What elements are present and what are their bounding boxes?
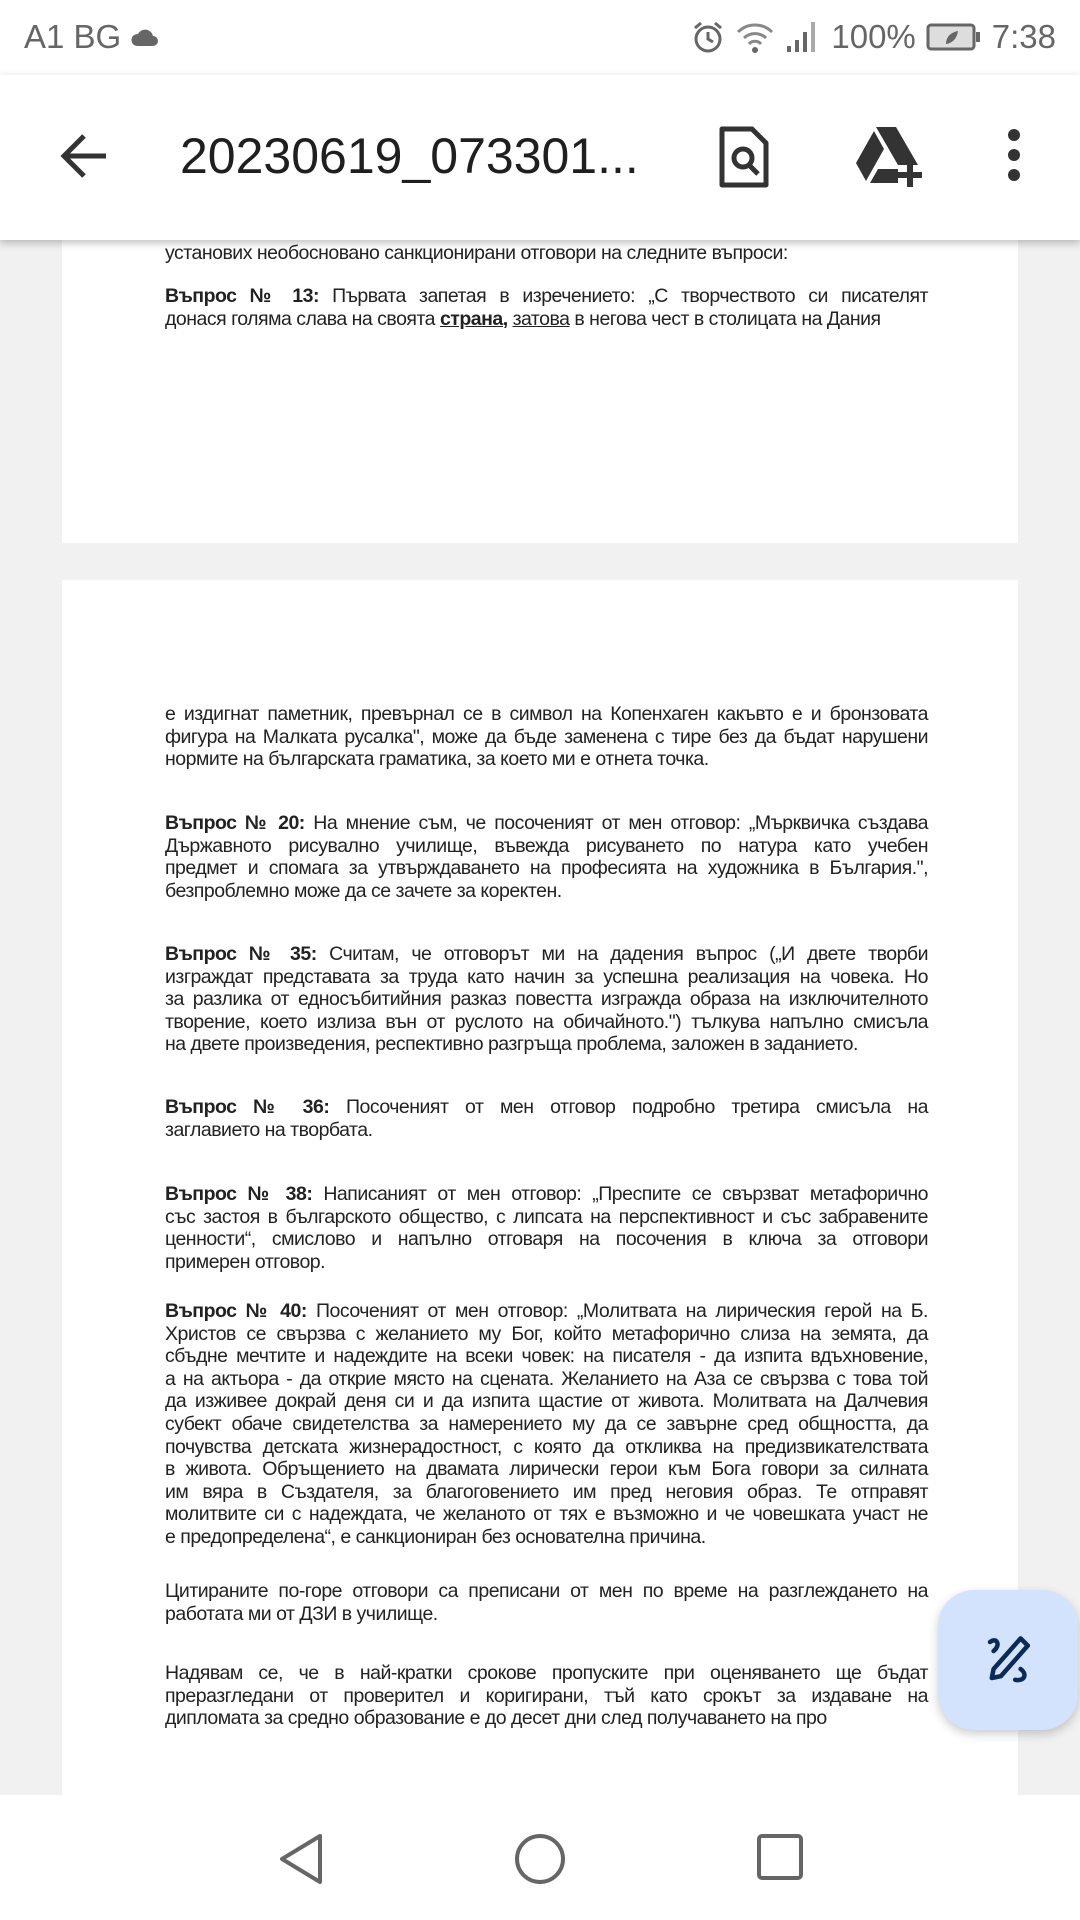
cloud-icon	[130, 28, 160, 48]
text-line	[165, 1436, 928, 1459]
text-content: за разлика от едносъбитийния разказ повестта изгражда образа на изключителното	[165, 988, 928, 1011]
text-line	[165, 1685, 928, 1708]
text-content: безпроблемно може да се зачете за коректен.	[165, 879, 562, 902]
text-content: предмет и спомага за утвърждаването на професията на художника в България.",	[165, 857, 928, 880]
question-paragraph	[165, 812, 928, 902]
text-line	[165, 1011, 928, 1034]
text-line	[165, 1183, 928, 1206]
home-circle-icon[interactable]	[514, 1833, 566, 1885]
text-content: заглавието на творбата.	[165, 1118, 373, 1141]
text-content: Написаният от мен отговор: „Преспите се свързват метафорично	[323, 1183, 928, 1205]
document-title: 20230619_073301...	[180, 128, 639, 184]
text-content: почувства детската жизнерадостност, с която да откликва на предизвикателствата	[165, 1435, 928, 1458]
text-content: фигура на Малката русалка", може да бъде заменена с тире без да бъдат нарушени	[165, 725, 928, 748]
text-line	[165, 1390, 928, 1413]
text-content: Христов се свързва с желанието му Бог, който метафорично слиза на земята, да	[165, 1322, 928, 1345]
more-vert-icon[interactable]	[1000, 127, 1028, 183]
text-line	[165, 812, 928, 835]
text-line	[165, 1458, 928, 1481]
recents-square-icon[interactable]	[756, 1833, 804, 1881]
text-paragraph	[165, 242, 928, 265]
status-bar	[0, 0, 1080, 75]
text-line	[165, 1323, 928, 1346]
text-line	[165, 988, 928, 1011]
text-content: субект обаче свидетелства за намерението му да се завърне сред общността, да	[165, 1412, 928, 1435]
text-content: със застоя в българското общество, с липсата на перспективност и със забравените	[165, 1205, 928, 1228]
text-segment: страна,	[439, 307, 508, 330]
text-line	[165, 835, 928, 858]
text-content: примерен отговор.	[165, 1250, 326, 1273]
text-content: на двете произведения, респективно разгръща проблема, заложен в заданието.	[165, 1033, 858, 1056]
wifi-icon	[735, 20, 775, 54]
text-line	[165, 726, 928, 749]
text-line	[165, 748, 928, 771]
app-bar	[0, 75, 1080, 240]
text-line	[165, 1526, 928, 1549]
text-content: Държавното рисувално училище, въвежда рисуването по натура като учебен	[165, 834, 928, 857]
text-content: е предопределена“, е санкциониран без основателна причина.	[165, 1525, 706, 1548]
text-line	[165, 1033, 928, 1056]
text-line	[165, 1300, 928, 1323]
text-line	[165, 1662, 928, 1685]
text-content: а на актьора - да открие място на сцената. Желанието на Аза се свързва с това той	[165, 1367, 928, 1390]
question-paragraph	[165, 1096, 928, 1141]
text-content: изграждат представата за труда като начин за успешна реализация на човека. Но	[165, 965, 928, 988]
battery-icon	[926, 22, 982, 52]
text-line	[165, 966, 928, 989]
question-label: Въпрос № 40:	[165, 1300, 316, 1322]
text-paragraph	[165, 703, 928, 771]
text-line	[165, 1119, 928, 1142]
text-segment: в негова чест в столицата на Дания	[569, 307, 881, 330]
text-content: установих необосновано санкционирани отговори на следните въпроси:	[165, 242, 788, 264]
text-line	[165, 242, 928, 265]
text-content: е издигнат паметник, превърнал се в символ на Копенхаген какъвто е и бронзовата	[165, 703, 928, 725]
text-content: Надявам се, че в най-кратки срокове пропуските при оценяването ще бъдат	[165, 1662, 928, 1684]
text-content: На мнение съм, че посоченият от мен отговор: „Мърквичка създава	[313, 812, 928, 834]
text-content: да изживее докрай деня си и да изпита щастие от живота. Молитвата на Далчевия	[165, 1390, 928, 1413]
question-label: Въпрос № 35:	[165, 943, 330, 965]
text-content: в живота. Обръщението на двамата лирически герои към Бога говори за силната	[165, 1458, 928, 1481]
text-content: Цитираните по-горе отговори са преписани от мен по време на разглеждането на	[165, 1580, 928, 1602]
text-content: нормите на българската граматика, за което ми е отнета точка.	[165, 748, 709, 771]
text-line	[165, 1228, 928, 1251]
text-line	[165, 857, 928, 880]
edit-fab-button[interactable]	[938, 1590, 1078, 1730]
question-label: Въпрос № 38:	[165, 1183, 324, 1205]
question-paragraph	[165, 943, 928, 1056]
drive-add-icon[interactable]	[854, 125, 924, 189]
navigation-bar	[0, 1795, 1080, 1920]
signal-icon	[785, 20, 821, 54]
text-content: ценности“, смислово и напълно отговаря на посочения в ключа за отговори	[165, 1228, 928, 1251]
question-paragraph	[165, 1300, 928, 1549]
text-line	[165, 1251, 928, 1274]
text-line	[165, 1368, 928, 1391]
text-line	[165, 703, 928, 726]
back-arrow-icon[interactable]	[58, 130, 110, 182]
text-line	[165, 1096, 928, 1119]
text-content: творение, което излиза вън от руслото на обичайното.") тълкува напълно смисъла	[165, 1010, 928, 1033]
alarm-icon	[691, 20, 725, 54]
text-line	[165, 943, 928, 966]
clock: 7:38	[991, 18, 1056, 55]
text-content: Посоченият от мен отговор подробно третира смисъла на	[346, 1096, 928, 1118]
text-content: Посоченият от мен отговор: „Молитвата на лирическия герой на Б.	[315, 1300, 928, 1322]
text-line	[165, 1603, 928, 1626]
text-paragraph	[165, 1662, 928, 1730]
text-content: сбъдне мечтите и надеждите на всеки човек: на писателя - да изпита вдъхновение,	[165, 1345, 928, 1368]
text-line	[165, 308, 928, 331]
question-paragraph	[165, 1183, 928, 1273]
pdf-page-1	[62, 200, 1018, 543]
text-line	[165, 1413, 928, 1436]
text-content: Считам, че отговорът ми на дадения въпрос („И двете творби	[329, 943, 928, 965]
carrier-label: A1 BG	[24, 18, 122, 55]
text-line	[165, 880, 928, 903]
question-label: Въпрос № 13:	[165, 285, 333, 307]
back-triangle-icon[interactable]	[278, 1833, 324, 1885]
document-search-icon[interactable]	[718, 125, 770, 189]
text-segment: затова	[512, 307, 570, 330]
text-line	[165, 285, 928, 308]
question-label: Въпрос № 36:	[165, 1096, 346, 1118]
text-paragraph	[165, 1580, 928, 1625]
text-content: Първата запетая в изречението: „С творчеството си писателят	[332, 285, 928, 307]
text-segment: донася голяма слава на своята	[165, 307, 440, 330]
question-label: Въпрос № 20:	[165, 812, 314, 834]
text-line	[165, 1345, 928, 1368]
battery-percent: 100%	[831, 18, 916, 55]
text-line	[165, 1580, 928, 1603]
edit-pen-icon	[981, 1633, 1035, 1687]
text-content: работата ми от ДЗИ в училище.	[165, 1602, 438, 1625]
text-line	[165, 1503, 928, 1526]
text-line	[165, 1481, 928, 1504]
text-content: им вяра в Създателя, за благоговението им пред неговия образ. Те отправят	[165, 1480, 928, 1503]
text-content: дипломата за средно образование е до десет дни след получаването на про	[165, 1707, 827, 1730]
text-content: преразгледани от проверител и коригирани, тъй като срокът за издаване на	[165, 1684, 928, 1707]
text-content: молитвите си с надеждата, че желаното от тях е възможно и че човешката участ не	[165, 1503, 928, 1526]
text-line	[165, 1206, 928, 1229]
pdf-page-2	[62, 580, 1018, 1795]
question-paragraph	[165, 285, 928, 330]
text-line	[165, 1707, 928, 1730]
